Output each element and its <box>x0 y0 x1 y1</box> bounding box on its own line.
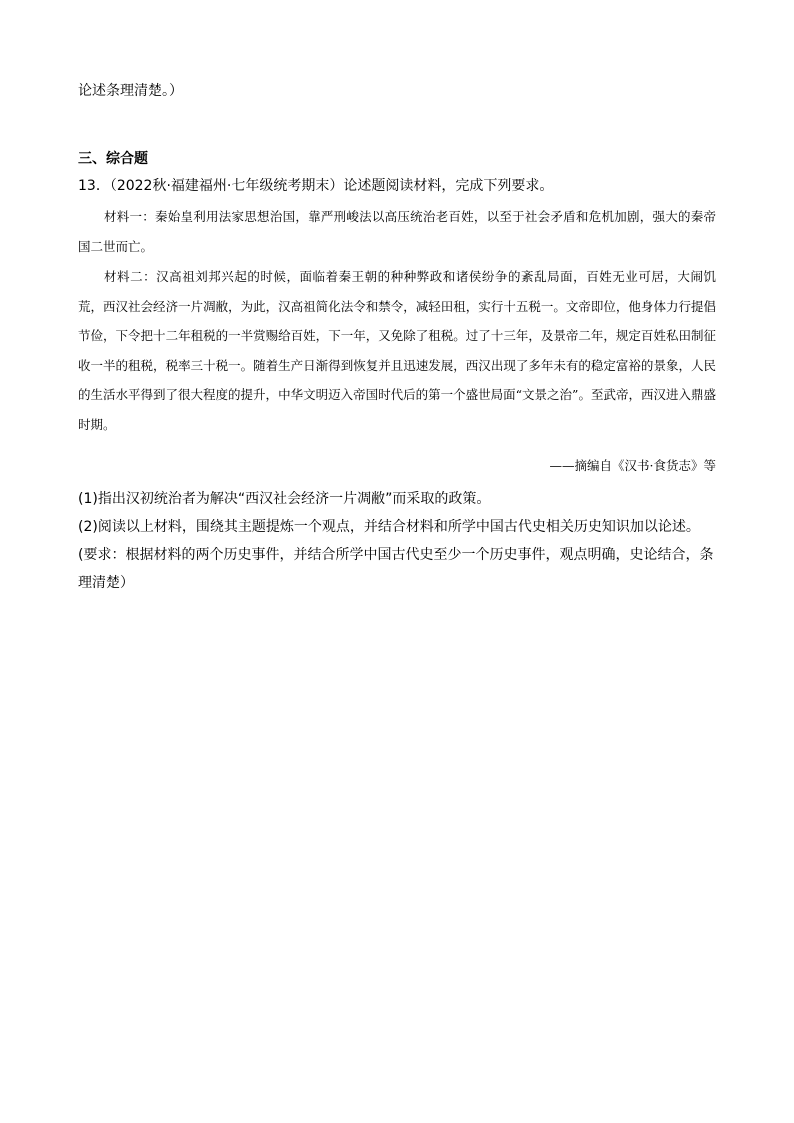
material-2: 材料二：汉高祖刘邦兴起的时候，面临着秦王朝的种种弊政和诸侯纷争的紊乱局面，百姓无业可居，大闹饥荒，西汉社会经济一片凋敝，为此，汉高祖简化法令和禁令，减轻田租，实行十五税一。文帝即位，他身体力行提倡节俭，下令把十二年租税的一半赏赐给百姓，下一年，又免除了租税。过了十三年，及景帝二年，规定百姓私田制征收一半的租税，税率三十税一。随着生产日渐得到恢复并且迅速发展，西汉出现了多年未有的稳定富裕的景象，人民的生活水平得到了很大程度的提升，中华文明迈入帝国时代后的第一个盛世局面“文景之治”。至武帝，西汉进入鼎盛时期。 <box>78 269 716 432</box>
section-heading: 三、综合题 <box>78 151 148 167</box>
previous-question-continuation: 论述条理清楚。） <box>78 83 183 99</box>
sub-question-2: (2)阅读以上材料，围绕其主题提炼一个观点，并结合材料和所学中国古代史相关历史知识加以论述。(要求：根据材料的两个历史事件，并结合所学中国古代史至少一个历史事件，观点明确，史论结合，条理清楚） <box>78 519 714 591</box>
sub-question-1: (1)指出汉初统治者为解决“西汉社会经济一片凋敝”而采取的政策。 <box>78 491 491 507</box>
material-source-citation: ——摘编自《汉书·食货志》等 <box>549 458 716 473</box>
question-13-stem: 13．（2022秋·福建福州·七年级统考期末）论述题阅读材料，完成下列要求。 <box>78 178 554 194</box>
material-1: 材料一：秦始皇利用法家思想治国，靠严刑峻法以高压统治老百姓，以至于社会矛盾和危机加剧，强大的秦帝国二世而亡。 <box>78 209 716 254</box>
